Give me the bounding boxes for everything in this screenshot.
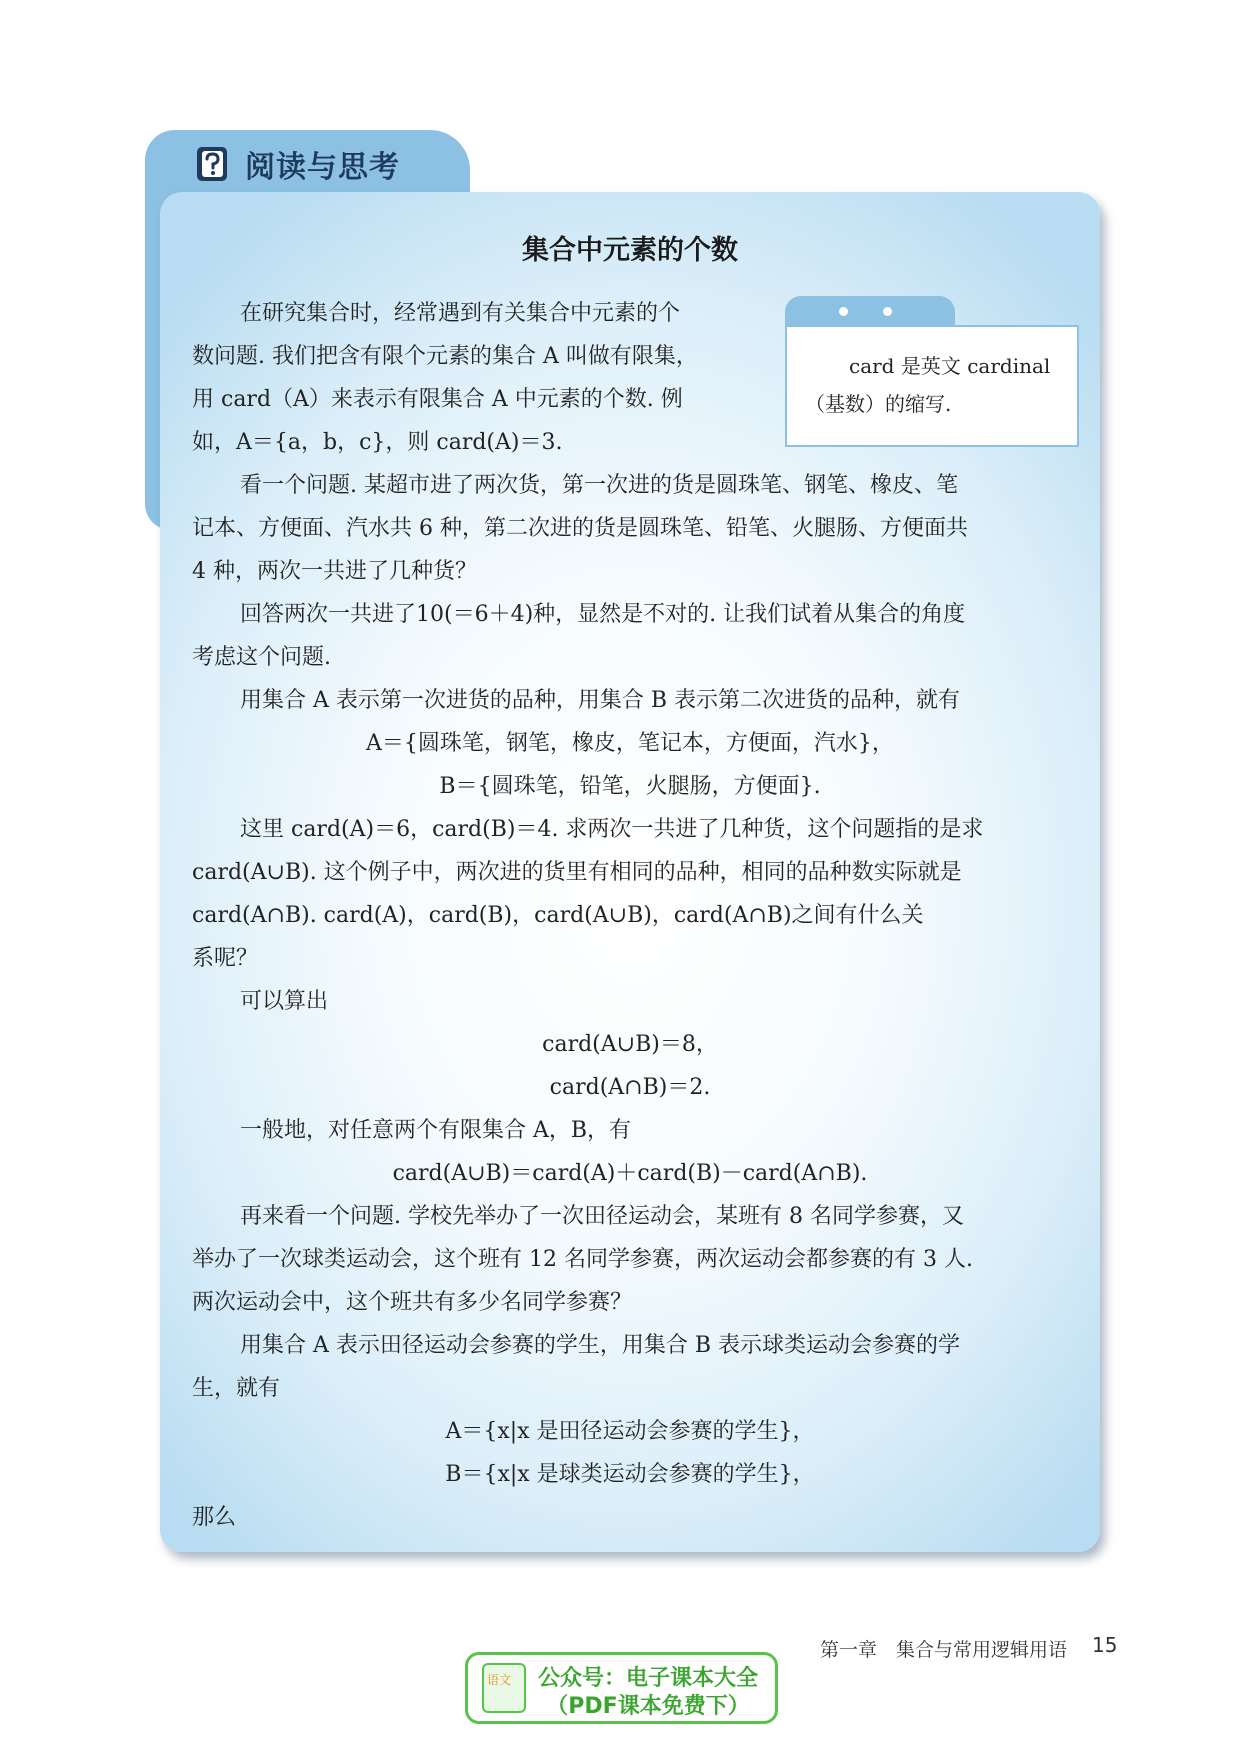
body-line: 一般地，对任意两个有限集合 A，B，有 [240, 1118, 632, 1143]
reading-icon [193, 144, 233, 184]
side-note [785, 325, 1079, 447]
body-line: 那么 [192, 1505, 237, 1530]
body-line: 看一个问题. 某超市进了两次货，第一次进的货是圆珠笔、钢笔、橡皮、笔 [240, 473, 958, 498]
side-note-text [805, 347, 1065, 423]
side-note-line: card 是英文 cardinal [849, 354, 1051, 378]
watermark-line: （PDF课本免费下） [546, 1694, 750, 1719]
watermark-badge [465, 1652, 778, 1724]
body-line: 举办了一次球类运动会，这个班有 12 名同学参赛，两次运动会都参赛的有 3 人. [192, 1247, 973, 1272]
note-dot [839, 307, 848, 316]
body-line: 数问题. 我们把含有限个元素的集合 A 叫做有限集， [192, 344, 698, 369]
body-line: 用集合 A 表示第一次进货的品种，用集合 B 表示第二次进货的品种，就有 [240, 688, 961, 713]
book-icon [482, 1663, 526, 1713]
body-line: card(A∩B). card(A)，card(B)，card(A∪B)，card(A∩B)之间有什么关 [192, 903, 924, 928]
body-line: 生，就有 [192, 1376, 281, 1401]
formula-line: B＝{x|x 是球类运动会参赛的学生}， [445, 1462, 815, 1487]
body-line: 回答两次一共进了10(＝6＋4)种，显然是不对的. 让我们试着从集合的角度 [240, 602, 966, 627]
watermark-line: 公众号：电子课本大全 [537, 1666, 758, 1691]
body-line: 如，A＝{a，b，c}，则 card(A)＝3. [192, 430, 563, 455]
formula-line: card(A∩B)＝2. [549, 1075, 711, 1100]
body-line: 4 种，两次一共进了几种货？ [192, 559, 477, 584]
body-line: card(A∪B). 这个例子中，两次进的货里有相同的品种，相同的品种数实际就是 [192, 860, 962, 885]
chapter-label: 第一章 集合与常用逻辑用语 [820, 1639, 1068, 1661]
body-line: 系呢？ [192, 946, 259, 971]
section-title: 阅读与思考 [245, 150, 400, 185]
body-line: 用 card（A）来表示有限集合 A 中元素的个数. 例 [192, 387, 683, 412]
side-note-line: （基数）的缩写. [805, 392, 952, 416]
formula-line: A＝{x|x 是田径运动会参赛的学生}， [445, 1419, 815, 1444]
article-title: 集合中元素的个数 [522, 235, 738, 266]
formula-line: card(A∪B)＝8， [542, 1032, 718, 1057]
formula-line: card(A∪B)＝card(A)＋card(B)－card(A∩B). [392, 1161, 868, 1186]
body-line: 两次运动会中，这个班共有多少名同学参赛？ [192, 1290, 633, 1315]
note-dot [883, 307, 892, 316]
formula-line: B＝{圆珠笔，铅笔，火腿肠，方便面}. [439, 774, 821, 799]
note-tab [785, 296, 955, 327]
body-line: 记本、方便面、汽水共 6 种，第二次进的货是圆珠笔、铅笔、火腿肠、方便面共 [192, 516, 968, 541]
body-line: 可以算出 [240, 989, 329, 1014]
body-line: 再来看一个问题. 学校先举办了一次田径运动会，某班有 8 名同学参赛，又 [240, 1204, 964, 1229]
body-line: 考虑这个问题. [192, 645, 331, 670]
book-icon-label: 语文 [487, 1673, 512, 1687]
formula-line: A＝{圆珠笔，钢笔，橡皮，笔记本，方便面，汽水}， [366, 731, 894, 756]
body-line: 这里 card(A)＝6，card(B)＝4. 求两次一共进了几种货，这个问题指的是求 [240, 817, 984, 842]
body-line: 在研究集合时，经常遇到有关集合中元素的个 [240, 301, 681, 326]
page-number: 15 [1092, 1633, 1118, 1657]
body-line: 用集合 A 表示田径运动会参赛的学生，用集合 B 表示球类运动会参赛的学 [240, 1333, 961, 1358]
